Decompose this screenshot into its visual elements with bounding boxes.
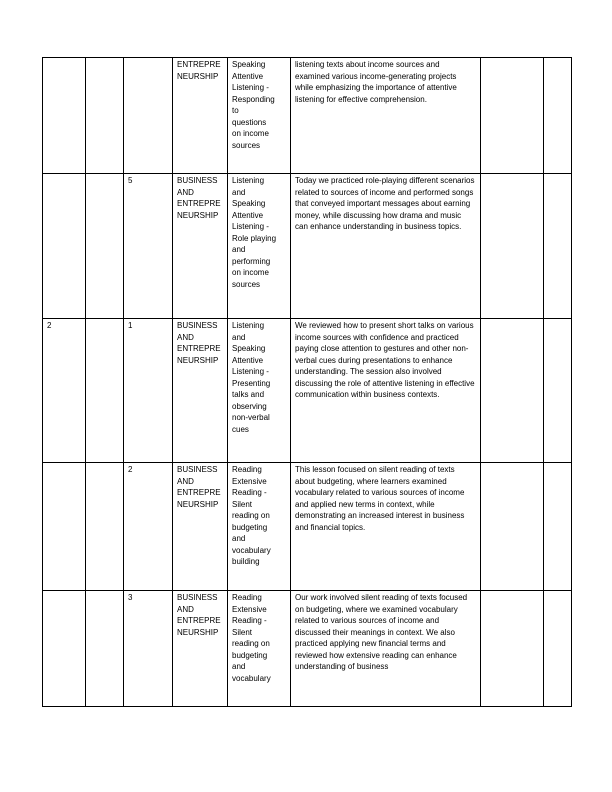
empty-cell bbox=[544, 174, 572, 319]
empty-cell bbox=[544, 591, 572, 707]
strand-cell: Listening and Speaking Attentive Listening - Presenting talks and observing non-verbal cues bbox=[228, 319, 291, 463]
subject-cell: BUSINESS AND ENTREPRE NEURSHIP bbox=[173, 319, 228, 463]
empty-cell bbox=[481, 58, 544, 174]
strand-cell: Speaking Attentive Listening - Responding to questions on income sources bbox=[228, 58, 291, 174]
subject-cell: BUSINESS AND ENTREPRE NEURSHIP bbox=[173, 591, 228, 707]
lesson-cell bbox=[124, 58, 173, 174]
subject-cell: ENTREPRE NEURSHIP bbox=[173, 58, 228, 174]
table-row bbox=[43, 58, 572, 174]
empty-cell bbox=[481, 319, 544, 463]
empty-cell bbox=[481, 174, 544, 319]
week-cell bbox=[43, 174, 86, 319]
empty-cell bbox=[544, 58, 572, 174]
subject-cell: BUSINESS AND ENTREPRE NEURSHIP bbox=[173, 463, 228, 591]
week-cell bbox=[43, 463, 86, 591]
empty-cell bbox=[544, 319, 572, 463]
summary-cell: Today we practiced role-playing different scenarios related to sources of income and performed songs that conveyed important messages about earning money, while discussing how drama and music can enhance understanding in business topics. bbox=[291, 174, 481, 319]
blank-cell bbox=[86, 174, 124, 319]
table-row bbox=[43, 463, 572, 591]
table-row bbox=[43, 591, 572, 707]
subject-cell: BUSINESS AND ENTREPRE NEURSHIP bbox=[173, 174, 228, 319]
summary-cell: We reviewed how to present short talks on various income sources with confidence and practiced paying close attention to gestures and other non-verbal cues during presentations to enhance understanding. The session also involved discussing the role of attentive listening in effective communication within business contexts. bbox=[291, 319, 481, 463]
blank-cell bbox=[86, 58, 124, 174]
blank-cell bbox=[86, 319, 124, 463]
empty-cell bbox=[481, 591, 544, 707]
lesson-cell: 1 bbox=[124, 319, 173, 463]
strand-cell: Listening and Speaking Attentive Listening - Role playing and performing on income sources bbox=[228, 174, 291, 319]
summary-cell: This lesson focused on silent reading of texts about budgeting, where learners examined vocabulary related to various sources of income and applied new terms in context, while demonstrating an increased interest in business and financial topics. bbox=[291, 463, 481, 591]
summary-cell: listening texts about income sources and examined various income-generating projects while emphasizing the importance of attentive listening for effective comprehension. bbox=[291, 58, 481, 174]
lesson-cell: 2 bbox=[124, 463, 173, 591]
week-cell bbox=[43, 58, 86, 174]
lesson-table-body bbox=[43, 58, 572, 707]
blank-cell bbox=[86, 463, 124, 591]
empty-cell bbox=[481, 463, 544, 591]
blank-cell bbox=[86, 591, 124, 707]
table-row bbox=[43, 319, 572, 463]
lesson-table bbox=[42, 57, 572, 707]
table-row bbox=[43, 174, 572, 319]
lesson-cell: 3 bbox=[124, 591, 173, 707]
strand-cell: Reading Extensive Reading - Silent reading on budgeting and vocabulary building bbox=[228, 463, 291, 591]
strand-cell: Reading Extensive Reading - Silent reading on budgeting and vocabulary bbox=[228, 591, 291, 707]
week-cell: 2 bbox=[43, 319, 86, 463]
summary-cell: Our work involved silent reading of texts focused on budgeting, where we examined vocabulary related to various sources of income and discussed their meanings in context. We also practiced applying new financial terms and reviewed how extensive reading can enhance understanding of business bbox=[291, 591, 481, 707]
empty-cell bbox=[544, 463, 572, 591]
lesson-cell: 5 bbox=[124, 174, 173, 319]
week-cell bbox=[43, 591, 86, 707]
